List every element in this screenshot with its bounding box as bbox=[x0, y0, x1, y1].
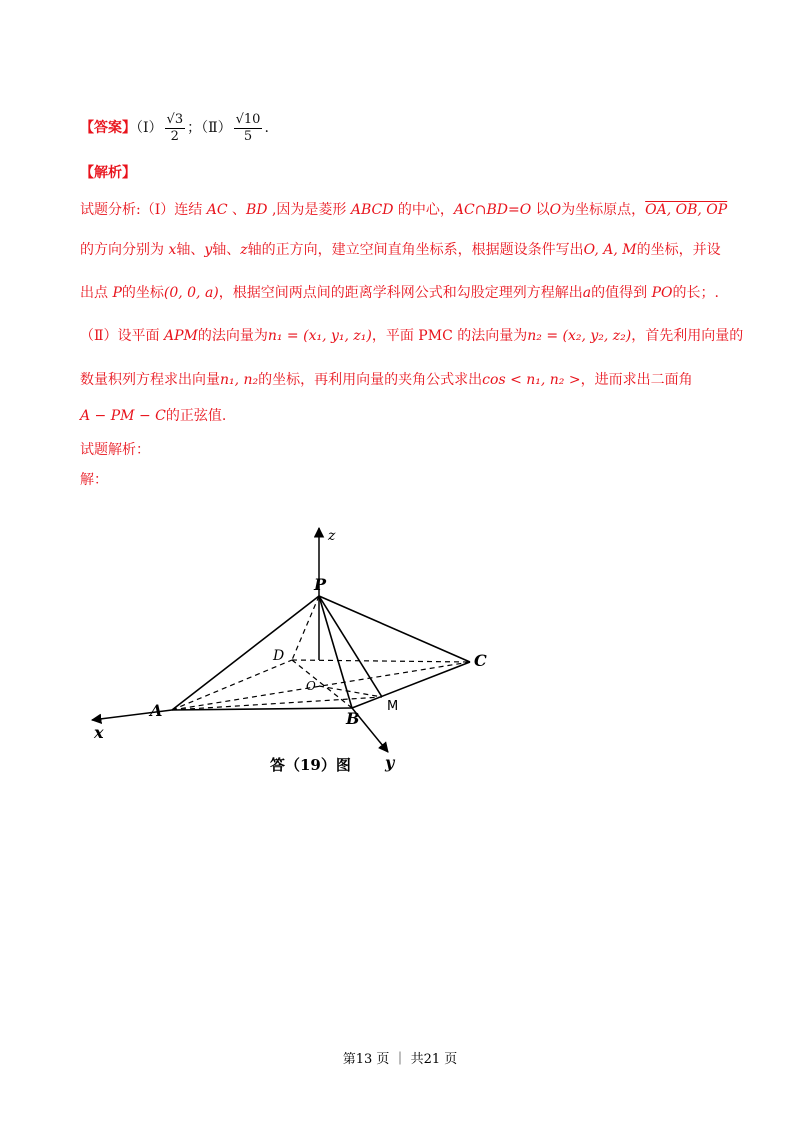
l1-math-bd: BD bbox=[245, 202, 268, 218]
l3-math-p: P bbox=[112, 285, 122, 301]
label-o: O bbox=[306, 679, 316, 693]
label-a: A bbox=[150, 701, 163, 720]
l3-text-i: 的长；. bbox=[672, 285, 719, 301]
edge-ad bbox=[172, 660, 292, 710]
l4-text-e: ，平面 PMC 的法向量为 bbox=[371, 328, 528, 344]
l1-text-g: 的中心， bbox=[393, 202, 454, 218]
l6-math-dihedral: A − PM − C bbox=[80, 408, 166, 424]
solution-start: 解： bbox=[80, 472, 108, 488]
l3-text-a: 出点 bbox=[80, 285, 113, 301]
answer-line bbox=[80, 106, 269, 150]
segment-om bbox=[319, 686, 382, 697]
answer-fraction-2-denominator: 5 bbox=[243, 128, 253, 144]
analysis-line-6 bbox=[80, 406, 226, 426]
analysis-line-4 bbox=[80, 326, 743, 346]
label-b: B bbox=[346, 709, 360, 728]
edge-dc bbox=[292, 660, 470, 662]
l2-math-points: O, A, M bbox=[583, 242, 637, 258]
l1-math-intersection: AC∩BD=O bbox=[453, 202, 532, 218]
l3-text-g: 的值得到 bbox=[591, 285, 652, 301]
edge-pc bbox=[319, 596, 470, 662]
l3-math-coord: (0, 0, a) bbox=[163, 285, 219, 301]
l2-math-y: y bbox=[204, 242, 213, 258]
l3-text-e: ，根据空间两点间的距离学科网公式和勾股定理列方程解出 bbox=[218, 285, 583, 301]
label-d: D bbox=[273, 648, 285, 664]
l1-text-c: 、 bbox=[227, 202, 246, 218]
pyramid-figure bbox=[80, 520, 520, 780]
l6-text-b: 的正弦值. bbox=[165, 408, 227, 424]
l1-math-abcd: ABCD bbox=[350, 202, 394, 218]
l3-text-c: 的坐标 bbox=[121, 285, 164, 301]
l2-text-e: 轴、 bbox=[212, 242, 241, 258]
l1-text-i: 以 bbox=[531, 202, 550, 218]
l5-text-a: 数量积列方程求出向量 bbox=[80, 372, 220, 388]
label-z: z bbox=[328, 528, 336, 544]
l4-text-c: 的法向量为 bbox=[197, 328, 268, 344]
answer-fraction-2-numerator: √10 bbox=[235, 111, 261, 127]
answer-separator: ； bbox=[187, 120, 202, 136]
page-footer: 第13 页 ｜ 共21 页 bbox=[342, 1052, 458, 1067]
l5-text-e: ，进而求出二面角 bbox=[580, 372, 693, 388]
l4-math-n2: n₂ = (x₂, y₂, z₂) bbox=[527, 328, 632, 344]
solution-heading: 试题解析： bbox=[80, 442, 150, 458]
edge-pa bbox=[172, 596, 319, 710]
answer-fraction-1 bbox=[165, 112, 186, 145]
l2-text-g: 轴的正方向，建立空间直角坐标系，根据题设条件写出 bbox=[247, 242, 584, 258]
l1-math-o: O bbox=[549, 202, 562, 218]
answer-end: . bbox=[264, 120, 269, 136]
answer-fraction-1-numerator: √3 bbox=[166, 111, 184, 127]
figure-caption: 答（19）图 bbox=[270, 756, 351, 774]
label-p: P bbox=[314, 575, 327, 594]
l1-text-a: 试题分析:（Ⅰ）连结 bbox=[80, 202, 207, 218]
l3-math-po: PO bbox=[651, 285, 673, 301]
l3-math-a: a bbox=[582, 285, 592, 301]
l2-text-i: 的坐标，并设 bbox=[636, 242, 721, 258]
analysis-line-1 bbox=[80, 200, 727, 220]
l2-text-a: 的方向分别为 bbox=[80, 242, 169, 258]
analysis-line-5 bbox=[80, 370, 693, 390]
answer-fraction-1-denominator: 2 bbox=[170, 128, 179, 144]
l4-math-apm: APM bbox=[163, 328, 198, 344]
diagonal-bd bbox=[292, 660, 352, 708]
l1-math-ac: AC bbox=[206, 202, 228, 218]
label-c: C bbox=[474, 651, 487, 670]
l2-math-x: x bbox=[168, 242, 177, 258]
l1-math-vectors: OA, OB, OP bbox=[645, 202, 728, 218]
label-m: M bbox=[387, 699, 399, 714]
answer-fraction-2 bbox=[234, 112, 263, 145]
analysis-line-2 bbox=[80, 240, 721, 260]
l1-text-e: ,因为是菱形 bbox=[267, 202, 351, 218]
l2-math-z: z bbox=[240, 242, 248, 258]
edge-bc bbox=[352, 662, 470, 708]
l5-text-c: 的坐标，再利用向量的夹角公式求出 bbox=[258, 372, 483, 388]
analysis-heading: 【解析】 bbox=[80, 165, 136, 181]
l4-text-g: ，首先利用向量的 bbox=[631, 328, 744, 344]
l4-text-a: （Ⅱ）设平面 bbox=[80, 328, 164, 344]
label-x: x bbox=[94, 723, 104, 742]
answer-part1: （Ⅰ） bbox=[136, 120, 163, 136]
analysis-line-3 bbox=[80, 283, 719, 303]
l1-text-k: 为坐标原点， bbox=[561, 202, 646, 218]
answer-part2: （Ⅱ） bbox=[201, 120, 232, 136]
l5-math-cos: cos < n₁, n₂ > bbox=[482, 372, 581, 388]
l4-math-n1: n₁ = (x₁, y₁, z₁) bbox=[267, 328, 372, 344]
answer-label: 【答案】 bbox=[80, 120, 136, 136]
l5-math-vectors: n₁, n₂ bbox=[220, 372, 259, 388]
label-y: y bbox=[385, 753, 395, 772]
l2-text-c: 轴、 bbox=[176, 242, 205, 258]
